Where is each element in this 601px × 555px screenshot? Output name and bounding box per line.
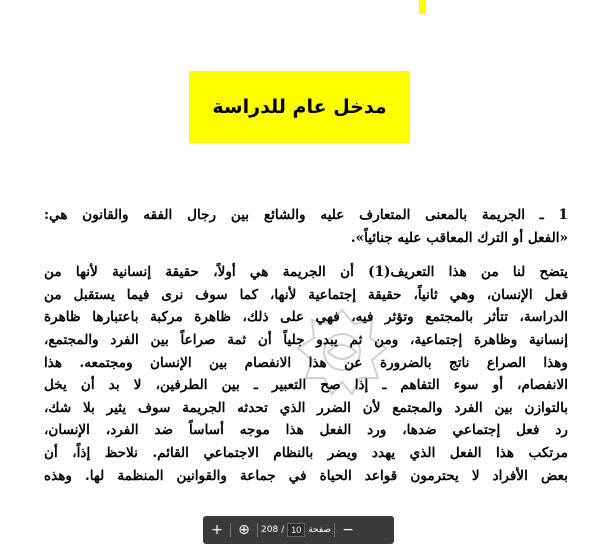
text-line: الدراسة، تتأثر بالمجتمع وتؤثر فيه، فهي على ذلك، ظاهرة مركبة باعتبارها ظاهرة — [44, 309, 568, 326]
text-line: 1 ـ الجريمة بالمعنى المتعارف عليه والشائع بين رجال الفقه والقانون هي: — [44, 207, 568, 223]
text-line: يتضح لنا من هذا التعريف(1) أن الجريمة هي أولاً، حقيقة إنسانية لأنها من — [44, 264, 568, 281]
zoom-icon[interactable]: ⊕ — [238, 522, 250, 538]
paragraph-1 — [44, 204, 568, 249]
text-line: فعل الإنسان، وهي ثانياً، حقيقة إجتماعية لأنها، كما سوف نرى فيما يستقبل من — [44, 286, 568, 303]
toolbar-divider — [334, 523, 335, 537]
total-pages: 208 — [261, 525, 279, 535]
text-line: بعض الأفراد لا يحترمون قواعد الحياة في جماعة والقوانين المنظمة لها. وهذه — [44, 467, 568, 484]
text-line: وهذا الصراع ناتج بالضرورة عن هذا الانفصام بين الإنسان ومجتمعه. هذا — [44, 354, 568, 371]
document-body — [44, 204, 568, 487]
zoom-out-button[interactable]: − — [342, 522, 354, 538]
paragraph-2 — [44, 261, 568, 487]
page-separator: / — [281, 525, 285, 535]
text-line: مرتكب هذا الفعل الذي يهدد ويضر بالنظام الاجتماعي القائم. نلاحظ إذاً، أن — [44, 444, 568, 461]
toolbar-divider — [230, 523, 231, 537]
highlight-mark — [419, 0, 426, 14]
pdf-viewer-toolbar — [203, 516, 394, 544]
title-highlight — [189, 71, 410, 143]
page-label: صفحة — [308, 525, 332, 535]
text-line: الانفصام، أو سوء التفاهم ـ إذا صح التعبير ـ بين الطرفين، لا بد أن يخل — [44, 377, 568, 394]
text-line: إنسانية وظاهرة إجتماعية، ومن ثم يبدو جلياً أن ثمة صراعاً بين الفرد والمجتمع، — [44, 331, 568, 348]
text-line: رد فعل إجتماعي ضدها، ورد الفعل هذا موجه أساساً ضد الفرد، الإنسان، — [44, 422, 568, 439]
text-line: «الفعل أو الترك المعاقب عليه جنائياً». — [350, 229, 568, 246]
zoom-in-button[interactable]: + — [211, 522, 223, 538]
page-number-input[interactable] — [287, 523, 305, 537]
toolbar-divider — [257, 523, 258, 537]
page-title: مدخل عام للدراسة — [212, 96, 387, 118]
text-line: بالتوازن بين الفرد والمجتمع لأن الضرر الذي تحدثه الجريمة سوف يثير بلا شك، — [44, 399, 568, 416]
page-navigator — [261, 523, 331, 537]
